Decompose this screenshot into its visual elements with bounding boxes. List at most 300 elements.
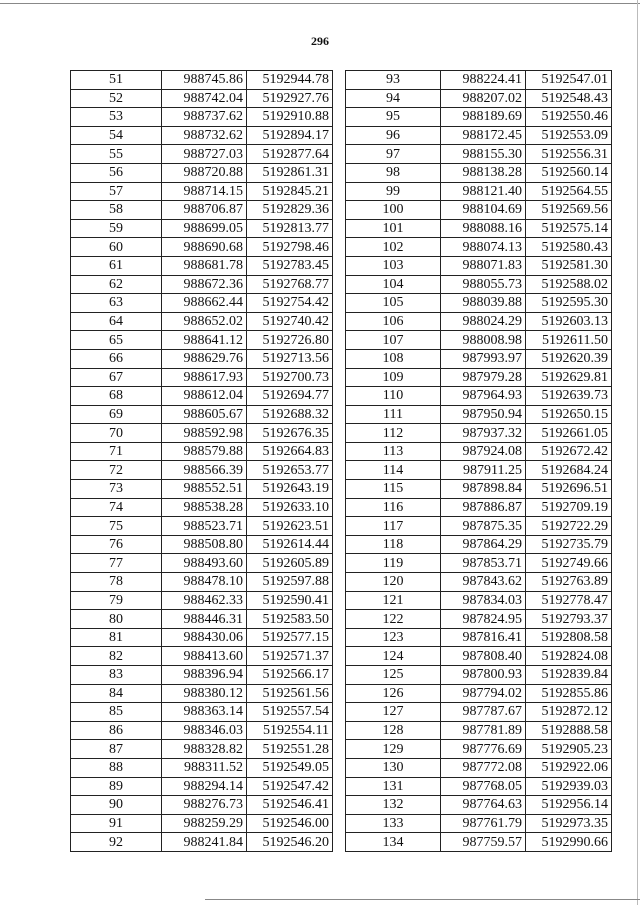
point-number-cell: 72	[71, 461, 162, 480]
point-number-cell: 63	[71, 294, 162, 313]
x-coordinate-cell: 988413.60	[162, 647, 247, 666]
table-row	[346, 833, 612, 852]
table-row	[71, 368, 333, 387]
x-coordinate-cell: 988055.73	[441, 275, 526, 294]
x-coordinate-cell: 988138.28	[441, 163, 526, 182]
table-row	[71, 684, 333, 703]
y-coordinate-cell: 5192709.19	[526, 498, 612, 517]
x-coordinate-cell: 987824.95	[441, 610, 526, 629]
point-number-cell: 94	[346, 89, 441, 108]
point-number-cell: 109	[346, 368, 441, 387]
y-coordinate-cell: 5192676.35	[247, 424, 333, 443]
point-number-cell: 56	[71, 163, 162, 182]
y-coordinate-cell: 5192740.42	[247, 312, 333, 331]
point-number-cell: 115	[346, 480, 441, 499]
table-row	[71, 219, 333, 238]
point-number-cell: 110	[346, 387, 441, 406]
point-number-cell: 54	[71, 126, 162, 145]
y-coordinate-cell: 5192583.50	[247, 610, 333, 629]
table-row	[71, 535, 333, 554]
y-coordinate-cell: 5192546.00	[247, 814, 333, 833]
y-coordinate-cell: 5192696.51	[526, 480, 612, 499]
table-row	[346, 517, 612, 536]
point-number-cell: 108	[346, 349, 441, 368]
point-number-cell: 64	[71, 312, 162, 331]
y-coordinate-cell: 5192829.36	[247, 201, 333, 220]
table-row	[71, 517, 333, 536]
point-number-cell: 88	[71, 758, 162, 777]
table-row	[346, 238, 612, 257]
y-coordinate-cell: 5192726.80	[247, 331, 333, 350]
x-coordinate-cell: 988652.02	[162, 312, 247, 331]
point-number-cell: 126	[346, 684, 441, 703]
y-coordinate-cell: 5192549.05	[247, 758, 333, 777]
y-coordinate-cell: 5192597.88	[247, 573, 333, 592]
x-coordinate-cell: 987781.89	[441, 721, 526, 740]
point-number-cell: 125	[346, 666, 441, 685]
y-coordinate-cell: 5192571.37	[247, 647, 333, 666]
point-number-cell: 121	[346, 591, 441, 610]
y-coordinate-cell: 5192633.10	[247, 498, 333, 517]
y-coordinate-cell: 5192551.28	[247, 740, 333, 759]
table-row	[346, 814, 612, 833]
point-number-cell: 97	[346, 145, 441, 164]
table-row	[71, 721, 333, 740]
y-coordinate-cell: 5192575.14	[526, 219, 612, 238]
point-number-cell: 95	[346, 108, 441, 127]
x-coordinate-cell: 987764.63	[441, 796, 526, 815]
y-coordinate-cell: 5192845.21	[247, 182, 333, 201]
y-coordinate-cell: 5192547.42	[247, 777, 333, 796]
x-coordinate-cell: 988672.36	[162, 275, 247, 294]
point-number-cell: 93	[346, 71, 441, 90]
x-coordinate-cell: 988566.39	[162, 461, 247, 480]
x-coordinate-cell: 987759.57	[441, 833, 526, 852]
x-coordinate-cell: 987886.87	[441, 498, 526, 517]
point-number-cell: 71	[71, 442, 162, 461]
table-row	[346, 684, 612, 703]
table-row	[71, 814, 333, 833]
table-row	[71, 554, 333, 573]
x-coordinate-cell: 988396.94	[162, 666, 247, 685]
x-coordinate-cell: 987816.41	[441, 628, 526, 647]
point-number-cell: 114	[346, 461, 441, 480]
y-coordinate-cell: 5192566.17	[247, 666, 333, 685]
x-coordinate-cell: 988681.78	[162, 256, 247, 275]
y-coordinate-cell: 5192888.58	[526, 721, 612, 740]
x-coordinate-cell: 988380.12	[162, 684, 247, 703]
y-coordinate-cell: 5192798.46	[247, 238, 333, 257]
coordinates-table-right	[345, 70, 612, 852]
table-row	[71, 833, 333, 852]
y-coordinate-cell: 5192944.78	[247, 71, 333, 90]
table-row	[71, 758, 333, 777]
point-number-cell: 74	[71, 498, 162, 517]
x-coordinate-cell: 987772.08	[441, 758, 526, 777]
table-row	[346, 647, 612, 666]
table-row	[71, 647, 333, 666]
x-coordinate-cell: 987911.25	[441, 461, 526, 480]
x-coordinate-cell: 987787.67	[441, 703, 526, 722]
y-coordinate-cell: 5192643.19	[247, 480, 333, 499]
y-coordinate-cell: 5192855.86	[526, 684, 612, 703]
y-coordinate-cell: 5192922.06	[526, 758, 612, 777]
y-coordinate-cell: 5192956.14	[526, 796, 612, 815]
y-coordinate-cell: 5192611.50	[526, 331, 612, 350]
table-row	[346, 461, 612, 480]
y-coordinate-cell: 5192580.43	[526, 238, 612, 257]
table-row	[346, 610, 612, 629]
x-coordinate-cell: 988493.60	[162, 554, 247, 573]
table-row	[71, 610, 333, 629]
table-row	[71, 312, 333, 331]
table-row	[71, 238, 333, 257]
y-coordinate-cell: 5192672.42	[526, 442, 612, 461]
table-row	[71, 182, 333, 201]
x-coordinate-cell: 988732.62	[162, 126, 247, 145]
y-coordinate-cell: 5192664.83	[247, 442, 333, 461]
x-coordinate-cell: 988207.02	[441, 89, 526, 108]
table-row	[346, 108, 612, 127]
x-coordinate-cell: 988071.83	[441, 256, 526, 275]
point-number-cell: 133	[346, 814, 441, 833]
x-coordinate-cell: 988462.33	[162, 591, 247, 610]
y-coordinate-cell: 5192735.79	[526, 535, 612, 554]
table-row	[346, 796, 612, 815]
table-row	[346, 349, 612, 368]
table-row	[71, 480, 333, 499]
point-number-cell: 123	[346, 628, 441, 647]
y-coordinate-cell: 5192808.58	[526, 628, 612, 647]
table-row	[346, 777, 612, 796]
point-number-cell: 100	[346, 201, 441, 220]
table-row	[346, 126, 612, 145]
x-coordinate-cell: 988088.16	[441, 219, 526, 238]
point-number-cell: 81	[71, 628, 162, 647]
point-number-cell: 132	[346, 796, 441, 815]
table-row	[346, 256, 612, 275]
point-number-cell: 60	[71, 238, 162, 257]
x-coordinate-cell: 988478.10	[162, 573, 247, 592]
y-coordinate-cell: 5192629.81	[526, 368, 612, 387]
x-coordinate-cell: 987875.35	[441, 517, 526, 536]
y-coordinate-cell: 5192553.09	[526, 126, 612, 145]
y-coordinate-cell: 5192546.20	[247, 833, 333, 852]
table-row	[346, 573, 612, 592]
point-number-cell: 103	[346, 256, 441, 275]
table-row	[71, 740, 333, 759]
point-number-cell: 107	[346, 331, 441, 350]
x-coordinate-cell: 988259.29	[162, 814, 247, 833]
point-number-cell: 87	[71, 740, 162, 759]
point-number-cell: 92	[71, 833, 162, 852]
point-number-cell: 58	[71, 201, 162, 220]
table-row	[71, 405, 333, 424]
x-coordinate-cell: 988363.14	[162, 703, 247, 722]
point-number-cell: 66	[71, 349, 162, 368]
table-row	[346, 498, 612, 517]
point-number-cell: 61	[71, 256, 162, 275]
x-coordinate-cell: 988074.13	[441, 238, 526, 257]
table-row	[71, 573, 333, 592]
point-number-cell: 128	[346, 721, 441, 740]
point-number-cell: 78	[71, 573, 162, 592]
table-row	[346, 424, 612, 443]
y-coordinate-cell: 5192768.77	[247, 275, 333, 294]
y-coordinate-cell: 5192910.88	[247, 108, 333, 127]
point-number-cell: 79	[71, 591, 162, 610]
x-coordinate-cell: 988121.40	[441, 182, 526, 201]
x-coordinate-cell: 988508.80	[162, 535, 247, 554]
table-row	[71, 498, 333, 517]
x-coordinate-cell: 988662.44	[162, 294, 247, 313]
table-row	[346, 275, 612, 294]
x-coordinate-cell: 988745.86	[162, 71, 247, 90]
point-number-cell: 76	[71, 535, 162, 554]
x-coordinate-cell: 988172.45	[441, 126, 526, 145]
x-coordinate-cell: 988328.82	[162, 740, 247, 759]
coordinates-table-left-body	[71, 71, 333, 852]
point-number-cell: 75	[71, 517, 162, 536]
point-number-cell: 111	[346, 405, 441, 424]
table-row	[346, 201, 612, 220]
y-coordinate-cell: 5192650.15	[526, 405, 612, 424]
point-number-cell: 53	[71, 108, 162, 127]
point-number-cell: 119	[346, 554, 441, 573]
table-row	[346, 666, 612, 685]
y-coordinate-cell: 5192990.66	[526, 833, 612, 852]
point-number-cell: 51	[71, 71, 162, 90]
table-row	[346, 331, 612, 350]
x-coordinate-cell: 987979.28	[441, 368, 526, 387]
point-number-cell: 62	[71, 275, 162, 294]
table-row	[346, 368, 612, 387]
x-coordinate-cell: 988612.04	[162, 387, 247, 406]
y-coordinate-cell: 5192569.56	[526, 201, 612, 220]
point-number-cell: 104	[346, 275, 441, 294]
point-number-cell: 89	[71, 777, 162, 796]
x-coordinate-cell: 988039.88	[441, 294, 526, 313]
point-number-cell: 96	[346, 126, 441, 145]
table-row	[71, 145, 333, 164]
point-number-cell: 113	[346, 442, 441, 461]
x-coordinate-cell: 988714.15	[162, 182, 247, 201]
point-number-cell: 105	[346, 294, 441, 313]
table-row	[71, 387, 333, 406]
x-coordinate-cell: 988579.88	[162, 442, 247, 461]
point-number-cell: 101	[346, 219, 441, 238]
point-number-cell: 127	[346, 703, 441, 722]
y-coordinate-cell: 5192564.55	[526, 182, 612, 201]
x-coordinate-cell: 988189.69	[441, 108, 526, 127]
table-row	[346, 71, 612, 90]
y-coordinate-cell: 5192694.77	[247, 387, 333, 406]
table-row	[346, 89, 612, 108]
x-coordinate-cell: 988641.12	[162, 331, 247, 350]
table-row	[346, 758, 612, 777]
x-coordinate-cell: 988690.68	[162, 238, 247, 257]
x-coordinate-cell: 988346.03	[162, 721, 247, 740]
y-coordinate-cell: 5192778.47	[526, 591, 612, 610]
table-row	[346, 591, 612, 610]
table-row	[346, 163, 612, 182]
point-number-cell: 85	[71, 703, 162, 722]
x-coordinate-cell: 988538.28	[162, 498, 247, 517]
point-number-cell: 90	[71, 796, 162, 815]
x-coordinate-cell: 987834.03	[441, 591, 526, 610]
point-number-cell: 134	[346, 833, 441, 852]
table-row	[71, 108, 333, 127]
y-coordinate-cell: 5192605.89	[247, 554, 333, 573]
page-top-rule	[0, 3, 640, 4]
y-coordinate-cell: 5192639.73	[526, 387, 612, 406]
x-coordinate-cell: 988605.67	[162, 405, 247, 424]
point-number-cell: 130	[346, 758, 441, 777]
table-row	[71, 424, 333, 443]
table-row	[346, 405, 612, 424]
y-coordinate-cell: 5192603.13	[526, 312, 612, 331]
point-number-cell: 67	[71, 368, 162, 387]
x-coordinate-cell: 988276.73	[162, 796, 247, 815]
y-coordinate-cell: 5192557.54	[247, 703, 333, 722]
y-coordinate-cell: 5192560.14	[526, 163, 612, 182]
table-row	[71, 89, 333, 108]
y-coordinate-cell: 5192824.08	[526, 647, 612, 666]
y-coordinate-cell: 5192877.64	[247, 145, 333, 164]
y-coordinate-cell: 5192783.45	[247, 256, 333, 275]
y-coordinate-cell: 5192588.02	[526, 275, 612, 294]
x-coordinate-cell: 987776.69	[441, 740, 526, 759]
table-row	[71, 591, 333, 610]
x-coordinate-cell: 988224.41	[441, 71, 526, 90]
point-number-cell: 84	[71, 684, 162, 703]
table-row	[71, 163, 333, 182]
x-coordinate-cell: 988311.52	[162, 758, 247, 777]
table-row	[71, 294, 333, 313]
point-number-cell: 124	[346, 647, 441, 666]
table-row	[71, 201, 333, 220]
x-coordinate-cell: 987950.94	[441, 405, 526, 424]
table-row	[346, 480, 612, 499]
x-coordinate-cell: 987937.32	[441, 424, 526, 443]
point-number-cell: 83	[71, 666, 162, 685]
x-coordinate-cell: 987768.05	[441, 777, 526, 796]
y-coordinate-cell: 5192547.01	[526, 71, 612, 90]
table-row	[346, 145, 612, 164]
x-coordinate-cell: 988241.84	[162, 833, 247, 852]
y-coordinate-cell: 5192813.77	[247, 219, 333, 238]
x-coordinate-cell: 988699.05	[162, 219, 247, 238]
table-row	[346, 312, 612, 331]
table-row	[71, 777, 333, 796]
point-number-cell: 102	[346, 238, 441, 257]
table-row	[71, 349, 333, 368]
y-coordinate-cell: 5192688.32	[247, 405, 333, 424]
point-number-cell: 70	[71, 424, 162, 443]
x-coordinate-cell: 988446.31	[162, 610, 247, 629]
x-coordinate-cell: 988727.03	[162, 145, 247, 164]
x-coordinate-cell: 988592.98	[162, 424, 247, 443]
point-number-cell: 65	[71, 331, 162, 350]
x-coordinate-cell: 987898.84	[441, 480, 526, 499]
point-number-cell: 80	[71, 610, 162, 629]
table-row	[346, 554, 612, 573]
x-coordinate-cell: 988024.29	[441, 312, 526, 331]
table-row	[71, 666, 333, 685]
table-row	[346, 182, 612, 201]
x-coordinate-cell: 987800.93	[441, 666, 526, 685]
y-coordinate-cell: 5192684.24	[526, 461, 612, 480]
point-number-cell: 91	[71, 814, 162, 833]
x-coordinate-cell: 988552.51	[162, 480, 247, 499]
point-number-cell: 99	[346, 182, 441, 201]
x-coordinate-cell: 987924.08	[441, 442, 526, 461]
x-coordinate-cell: 988617.93	[162, 368, 247, 387]
y-coordinate-cell: 5192894.17	[247, 126, 333, 145]
point-number-cell: 52	[71, 89, 162, 108]
y-coordinate-cell: 5192839.84	[526, 666, 612, 685]
y-coordinate-cell: 5192793.37	[526, 610, 612, 629]
x-coordinate-cell: 988629.76	[162, 349, 247, 368]
x-coordinate-cell: 987794.02	[441, 684, 526, 703]
x-coordinate-cell: 987843.62	[441, 573, 526, 592]
point-number-cell: 129	[346, 740, 441, 759]
table-row	[346, 628, 612, 647]
point-number-cell: 116	[346, 498, 441, 517]
x-coordinate-cell: 987761.79	[441, 814, 526, 833]
y-coordinate-cell: 5192905.23	[526, 740, 612, 759]
table-row	[346, 721, 612, 740]
x-coordinate-cell: 988737.62	[162, 108, 247, 127]
y-coordinate-cell: 5192614.44	[247, 535, 333, 554]
table-row	[71, 126, 333, 145]
table-row	[346, 442, 612, 461]
point-number-cell: 120	[346, 573, 441, 592]
y-coordinate-cell: 5192722.29	[526, 517, 612, 536]
y-coordinate-cell: 5192623.51	[247, 517, 333, 536]
point-number-cell: 112	[346, 424, 441, 443]
point-number-cell: 73	[71, 480, 162, 499]
point-number-cell: 118	[346, 535, 441, 554]
table-row	[346, 740, 612, 759]
y-coordinate-cell: 5192939.03	[526, 777, 612, 796]
x-coordinate-cell: 988706.87	[162, 201, 247, 220]
page-number: 296	[311, 34, 329, 48]
table-row	[346, 294, 612, 313]
coordinates-table-right-body	[346, 71, 612, 852]
y-coordinate-cell: 5192700.73	[247, 368, 333, 387]
y-coordinate-cell: 5192548.43	[526, 89, 612, 108]
table-row	[346, 387, 612, 406]
table-row	[71, 461, 333, 480]
x-coordinate-cell: 988294.14	[162, 777, 247, 796]
x-coordinate-cell: 987808.40	[441, 647, 526, 666]
point-number-cell: 122	[346, 610, 441, 629]
point-number-cell: 55	[71, 145, 162, 164]
y-coordinate-cell: 5192861.31	[247, 163, 333, 182]
y-coordinate-cell: 5192577.15	[247, 628, 333, 647]
y-coordinate-cell: 5192595.30	[526, 294, 612, 313]
point-number-cell: 106	[346, 312, 441, 331]
y-coordinate-cell: 5192561.56	[247, 684, 333, 703]
y-coordinate-cell: 5192590.41	[247, 591, 333, 610]
y-coordinate-cell: 5192754.42	[247, 294, 333, 313]
x-coordinate-cell: 988008.98	[441, 331, 526, 350]
x-coordinate-cell: 988430.06	[162, 628, 247, 647]
y-coordinate-cell: 5192749.66	[526, 554, 612, 573]
x-coordinate-cell: 988155.30	[441, 145, 526, 164]
y-coordinate-cell: 5192763.89	[526, 573, 612, 592]
